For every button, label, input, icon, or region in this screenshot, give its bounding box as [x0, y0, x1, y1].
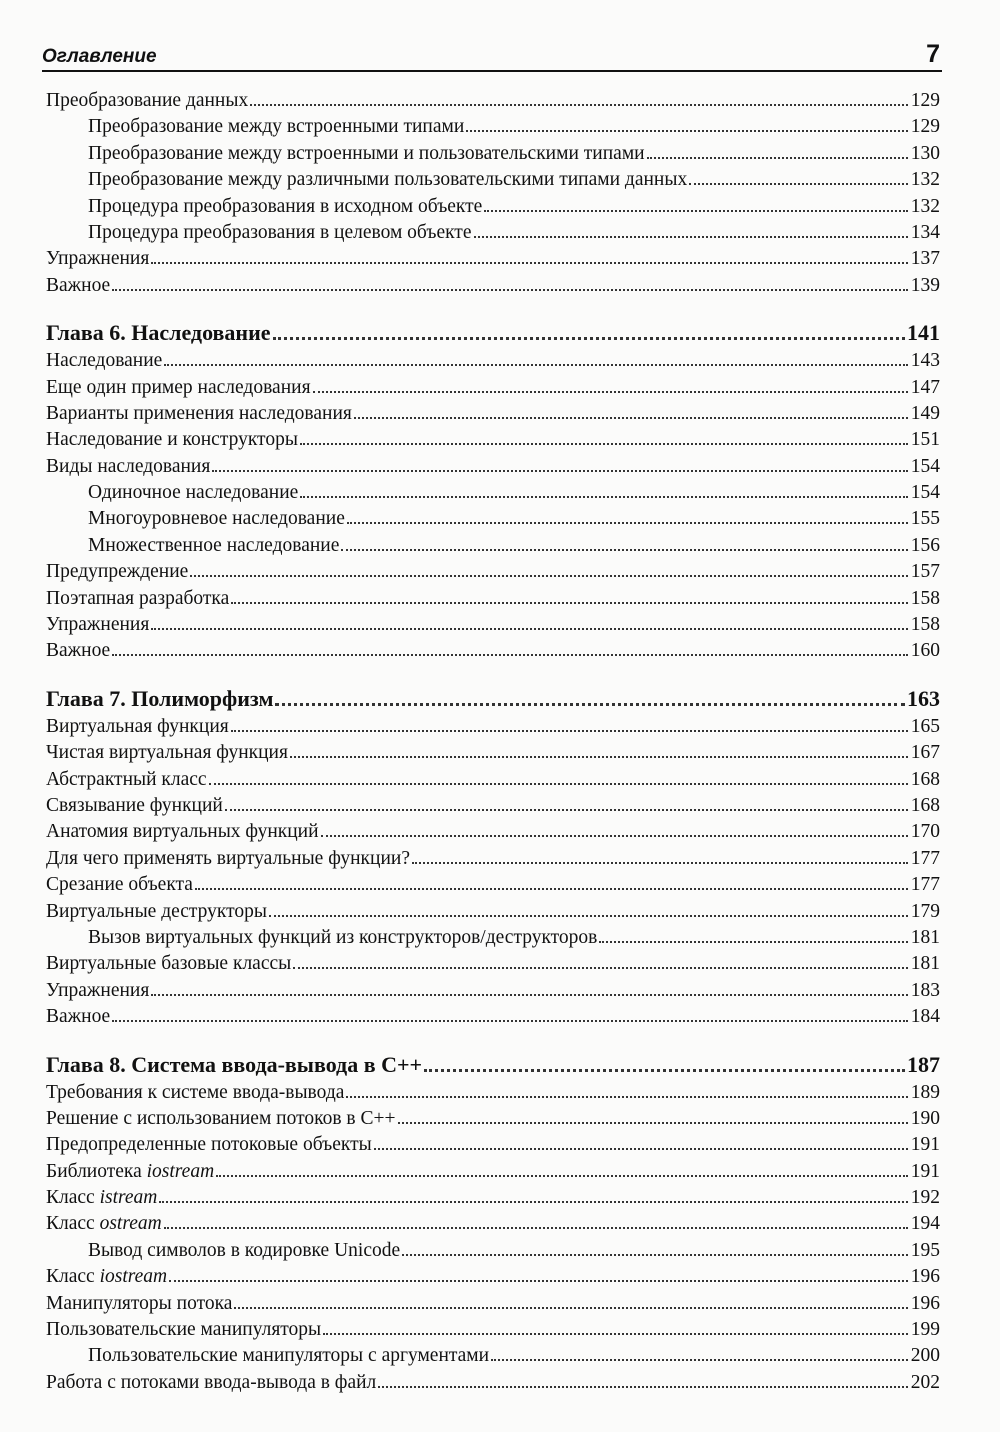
entry-page-number: 192	[910, 1187, 940, 1209]
entry-title-text: Виды наследования	[46, 455, 211, 477]
toc-entry	[46, 1106, 940, 1132]
dot-leader	[424, 1068, 905, 1072]
entry-title	[88, 167, 687, 193]
dot-leader	[484, 209, 908, 212]
dot-leader	[378, 1385, 908, 1388]
toc-entry	[46, 375, 940, 401]
entry-page-number: 167	[910, 742, 940, 764]
dot-leader	[216, 1174, 908, 1177]
entry-title-text: Упражнения	[46, 248, 150, 270]
entry-page-number: 194	[910, 1213, 940, 1235]
entry-title-text: Процедура преобразования в целевом объекте	[88, 221, 472, 243]
entry-page-number: 200	[910, 1345, 940, 1367]
entry-title-code: ostream	[99, 1213, 162, 1235]
entry-title	[46, 767, 207, 793]
entry-title-text: Манипуляторы потока	[46, 1292, 233, 1314]
dot-leader	[313, 390, 908, 393]
entry-title	[46, 951, 291, 977]
chapter-heading	[46, 1052, 940, 1080]
entry-title-text: Преобразование между различными пользовательскими типами данных	[88, 169, 688, 191]
entry-page-number: 189	[910, 1081, 940, 1103]
entry-title	[88, 925, 597, 951]
entry-page-number: 170	[910, 821, 940, 843]
entry-page-number: 168	[910, 768, 940, 790]
toc-subentry	[46, 194, 940, 220]
entry-page-number: 160	[910, 640, 940, 662]
entry-title-text: Виртуальная функция	[46, 715, 229, 737]
dot-leader	[275, 702, 905, 706]
dot-leader	[402, 1253, 908, 1256]
entry-title-text: Одиночное наследование	[88, 482, 299, 504]
dot-leader	[112, 653, 908, 656]
dot-leader	[689, 182, 908, 185]
entry-title-text: Класс	[46, 1213, 100, 1235]
entry-title-text: Класс	[46, 1266, 100, 1288]
entry-page-number: 134	[910, 221, 940, 243]
entry-title-text: Поэтапная разработка	[46, 587, 230, 609]
entry-page-number: 130	[910, 142, 940, 164]
dot-leader	[159, 1200, 908, 1203]
entry-title-text: Связывание функций	[46, 794, 223, 816]
entry-page-number: 177	[910, 847, 940, 869]
entry-title-text: Важное	[46, 274, 111, 296]
toc-entry	[46, 246, 940, 272]
toc-subentry	[46, 480, 940, 506]
dot-leader	[195, 887, 908, 890]
dot-leader	[234, 1306, 908, 1309]
entry-title-text: Для чего применять виртуальные функции?	[46, 847, 410, 869]
entry-title-code: istream	[99, 1187, 158, 1209]
chapter-page-number: 187	[907, 1051, 940, 1077]
entry-title-text: Анатомия виртуальных функций	[46, 821, 319, 843]
entry-title-text: Множественное наследование	[88, 534, 340, 556]
entry-title	[46, 740, 288, 766]
dot-leader	[323, 1332, 908, 1335]
toc-entry	[46, 1291, 940, 1317]
dot-leader	[290, 755, 908, 758]
entry-title	[88, 141, 645, 167]
toc-entry	[46, 714, 940, 740]
entry-page-number: 149	[910, 402, 940, 424]
toc-entry	[46, 951, 940, 977]
entry-title	[46, 978, 149, 1004]
entry-title	[46, 454, 210, 480]
entry-title	[88, 1238, 400, 1264]
toc-subentry	[46, 114, 940, 140]
entry-title	[46, 819, 319, 845]
toc-subentry	[46, 1238, 940, 1264]
toc-entry	[46, 1004, 940, 1030]
entry-title-text: Варианты применения наследования	[46, 402, 352, 424]
chapter-title: Глава 6. Наследование	[46, 320, 271, 346]
page-number: 7	[926, 40, 940, 68]
dot-leader	[347, 521, 908, 524]
entry-title-text: Упражнения	[46, 979, 150, 1001]
toc-entry	[46, 1211, 940, 1237]
entry-title-text: Чистая виртуальная функция	[46, 742, 288, 764]
chapter-title: Глава 7. Полиморфизм	[46, 685, 274, 711]
dot-leader	[231, 729, 908, 732]
dot-leader	[250, 103, 908, 106]
entry-title	[46, 714, 229, 740]
dot-leader	[209, 782, 908, 785]
entry-title	[88, 533, 339, 559]
entry-page-number: 181	[910, 926, 940, 948]
toc-entry	[46, 872, 940, 898]
entry-page-number: 132	[910, 169, 940, 191]
chapter-page-number: 163	[907, 685, 940, 711]
dot-leader	[212, 469, 908, 472]
entry-title-text: Работа с потоками ввода-вывода в файл	[46, 1371, 377, 1393]
entry-title-text: Преобразование между встроенными и пользовательскими типами	[88, 142, 645, 164]
dot-leader	[474, 235, 909, 238]
dot-leader	[341, 548, 908, 551]
toc-entry	[46, 978, 940, 1004]
dot-leader	[398, 1121, 908, 1124]
toc-subentry	[46, 1343, 940, 1369]
chapter-page-number: 141	[907, 320, 940, 346]
toc-entry	[46, 1370, 940, 1396]
toc-entry	[46, 559, 940, 585]
entry-title-text: Предупреждение	[46, 561, 189, 583]
entry-title	[46, 1370, 376, 1396]
chapter-heading	[46, 686, 940, 714]
entry-title-code: iostream	[146, 1160, 215, 1182]
entry-title-text: Вызов виртуальных функций из конструкторов/деструкторов	[88, 926, 598, 948]
entry-title	[46, 88, 248, 114]
entry-title-text: Многоуровневое наследование	[88, 508, 345, 530]
entry-title	[46, 899, 267, 925]
entry-title-text: Виртуальные базовые классы	[46, 953, 292, 975]
toc-subentry	[46, 533, 940, 559]
toc-subentry	[46, 141, 940, 167]
toc-entry	[46, 767, 940, 793]
toc-entry	[46, 793, 940, 819]
entry-title-text: Библиотека	[46, 1160, 147, 1182]
entry-page-number: 179	[910, 900, 940, 922]
entry-title	[88, 506, 345, 532]
toc-entry	[46, 454, 940, 480]
entry-title	[46, 1159, 214, 1185]
dot-leader	[151, 627, 908, 630]
entry-title-text: Наследование и конструкторы	[46, 429, 298, 451]
entry-title	[88, 194, 482, 220]
entry-title	[46, 1211, 162, 1237]
entry-page-number: 143	[910, 350, 940, 372]
entry-page-number: 158	[910, 614, 940, 636]
entry-title-text: Решение с использованием потоков в C++	[46, 1107, 396, 1129]
dot-leader	[269, 914, 908, 917]
toc-subentry	[46, 167, 940, 193]
dot-leader	[151, 261, 908, 264]
entry-title-text: Пользовательские манипуляторы	[46, 1319, 322, 1341]
toc-entry	[46, 1080, 940, 1106]
entry-page-number: 129	[910, 116, 940, 138]
entry-title-code: iostream	[99, 1266, 168, 1288]
chapter-heading	[46, 320, 940, 348]
entry-page-number: 191	[910, 1160, 940, 1182]
dot-leader	[647, 156, 908, 159]
entry-page-number: 155	[910, 508, 940, 530]
toc-entry	[46, 638, 940, 664]
entry-title-text: Абстрактный класс	[46, 768, 207, 790]
toc-entry	[46, 88, 940, 114]
dot-leader	[300, 442, 908, 445]
toc-entry	[46, 1185, 940, 1211]
entry-title	[88, 114, 464, 140]
entry-title	[46, 273, 110, 299]
entry-page-number: 137	[910, 248, 940, 270]
entry-title	[46, 1106, 396, 1132]
entry-page-number: 195	[910, 1239, 940, 1261]
entry-page-number: 190	[910, 1107, 940, 1129]
entry-title-text: Срезание объекта	[46, 874, 193, 896]
entry-title-text: Важное	[46, 640, 111, 662]
toc-entry	[46, 1317, 940, 1343]
entry-page-number: 191	[910, 1134, 940, 1156]
dot-leader	[599, 940, 908, 943]
entry-title	[46, 427, 298, 453]
entry-page-number: 196	[910, 1266, 940, 1288]
dot-leader	[112, 1019, 908, 1022]
entry-page-number: 184	[910, 1006, 940, 1028]
entry-title	[46, 638, 110, 664]
table-of-contents	[46, 88, 940, 1396]
dot-leader	[354, 416, 908, 419]
dot-leader	[151, 993, 908, 996]
entry-page-number: 168	[910, 794, 940, 816]
toc-entry	[46, 846, 940, 872]
entry-title	[88, 220, 472, 246]
toc-entry	[46, 586, 940, 612]
toc-subentry	[46, 506, 940, 532]
entry-title-text: Вывод символов в кодировке Unicode	[88, 1239, 401, 1261]
entry-title	[46, 1132, 372, 1158]
dot-leader	[273, 336, 905, 340]
entry-page-number: 151	[910, 429, 940, 451]
entry-page-number: 196	[910, 1292, 940, 1314]
entry-title	[46, 1080, 344, 1106]
entry-title	[88, 1343, 489, 1369]
entry-title	[46, 1004, 110, 1030]
entry-title-text: Важное	[46, 1006, 111, 1028]
dot-leader	[300, 495, 908, 498]
entry-title-text: Пользовательские манипуляторы с аргументами	[88, 1345, 490, 1367]
entry-page-number: 139	[910, 274, 940, 296]
running-header-title: Оглавление	[42, 46, 157, 67]
entry-title-text: Виртуальные деструкторы	[46, 900, 268, 922]
entry-title	[46, 348, 162, 374]
entry-title-text: Преобразование между встроенными типами	[88, 116, 465, 138]
entry-page-number: 154	[910, 482, 940, 504]
toc-entry	[46, 899, 940, 925]
entry-page-number: 158	[910, 587, 940, 609]
toc-subentry	[46, 220, 940, 246]
entry-page-number: 165	[910, 715, 940, 737]
dot-leader	[164, 363, 908, 366]
entry-title-text: Класс	[46, 1187, 100, 1209]
entry-title	[46, 401, 352, 427]
dot-leader	[374, 1147, 908, 1150]
entry-title	[46, 1185, 157, 1211]
toc-entry	[46, 740, 940, 766]
entry-page-number: 147	[910, 376, 940, 398]
entry-title	[46, 246, 149, 272]
entry-title	[46, 375, 311, 401]
dot-leader	[346, 1095, 908, 1098]
entry-title	[46, 612, 149, 638]
toc-entry	[46, 427, 940, 453]
toc-entry	[46, 819, 940, 845]
dot-leader	[190, 574, 908, 577]
entry-page-number: 157	[910, 561, 940, 583]
chapter-title: Глава 8. Система ввода-вывода в C++	[46, 1051, 423, 1077]
entry-title	[46, 1317, 321, 1343]
entry-page-number: 129	[910, 90, 940, 111]
entry-title	[46, 872, 193, 898]
entry-title	[88, 480, 298, 506]
entry-page-number: 199	[910, 1319, 940, 1341]
entry-title	[46, 1291, 232, 1317]
entry-page-number: 202	[910, 1371, 940, 1393]
toc-entry	[46, 273, 940, 299]
dot-leader	[112, 288, 908, 291]
entry-page-number: 154	[910, 455, 940, 477]
running-header	[42, 36, 942, 72]
entry-title	[46, 559, 188, 585]
entry-page-number: 181	[910, 953, 940, 975]
entry-page-number: 132	[910, 195, 940, 217]
entry-title-text: Предопределенные потоковые объекты	[46, 1134, 372, 1156]
entry-title-text: Процедура преобразования в исходном объекте	[88, 195, 483, 217]
dot-leader	[225, 808, 908, 811]
dot-leader	[169, 1279, 908, 1282]
toc-entry	[46, 348, 940, 374]
entry-title-text: Наследование	[46, 350, 163, 372]
entry-title-text: Упражнения	[46, 614, 150, 636]
dot-leader	[231, 601, 908, 604]
entry-page-number: 183	[910, 979, 940, 1001]
entry-page-number: 177	[910, 874, 940, 896]
dot-leader	[491, 1358, 908, 1361]
entry-title	[46, 793, 223, 819]
dot-leader	[293, 966, 908, 969]
dot-leader	[466, 129, 908, 132]
entry-title	[46, 586, 229, 612]
entry-title-text: Требования к системе ввода-вывода	[46, 1081, 345, 1103]
toc-entry	[46, 1264, 940, 1290]
entry-title	[46, 1264, 167, 1290]
entry-title-text: Еще один пример наследования	[46, 376, 311, 398]
entry-title-text: Преобразование данных	[46, 90, 249, 111]
dot-leader	[412, 861, 908, 864]
toc-entry	[46, 1132, 940, 1158]
toc-entry	[46, 1159, 940, 1185]
entry-page-number: 156	[910, 534, 940, 556]
dot-leader	[321, 834, 908, 837]
dot-leader	[164, 1226, 908, 1229]
toc-entry	[46, 612, 940, 638]
toc-entry	[46, 401, 940, 427]
entry-title	[46, 846, 410, 872]
toc-subentry	[46, 925, 940, 951]
